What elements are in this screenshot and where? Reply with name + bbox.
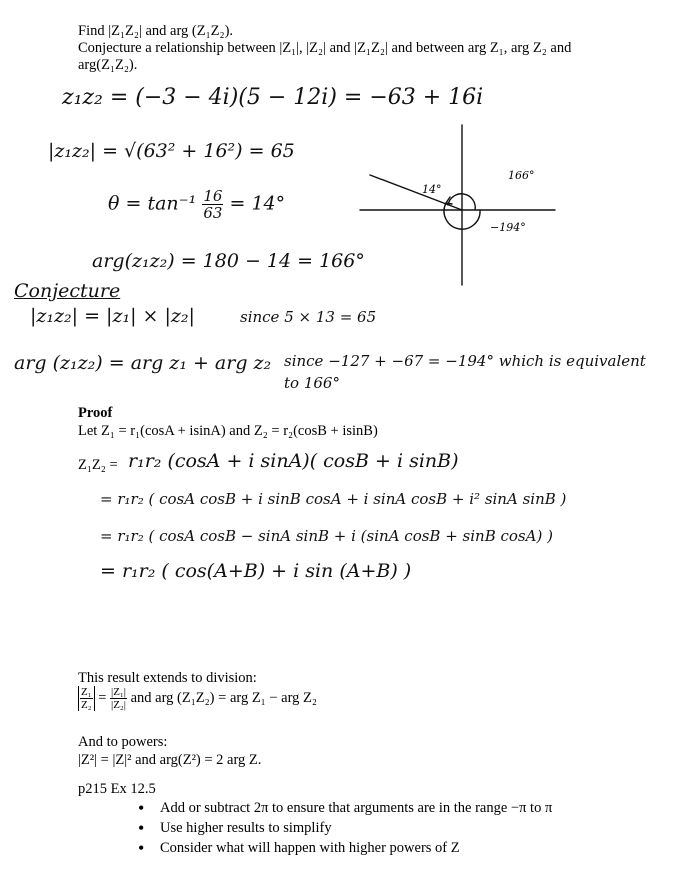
question-line-3: arg(Z₁Z₂).	[78, 57, 138, 73]
proof-let: Let Z₁ = r₁(cosA + isinA) and Z₂ = r₂(cosB + isinB)	[78, 423, 378, 439]
division-rhs-fraction	[110, 686, 127, 711]
question-line-2: Conjecture a relationship between |Z₁|, |Z₂| and |Z₁Z₂| and between arg Z₁, arg Z₂ and	[78, 40, 572, 56]
working-arg-result: arg(z₁z₂) = 180 − 14 = 166°	[92, 250, 365, 272]
diagram-label-neg194: −194°	[490, 221, 526, 234]
exercise-ref: p215 Ex 12.5	[78, 781, 156, 797]
working-theta	[108, 188, 285, 221]
division-lhs-den: Z₂	[81, 699, 92, 711]
division-lhs-fraction	[80, 686, 93, 711]
theta-rhs: = 14°	[229, 192, 286, 215]
proof-line-3: = r₁r₂ ( cosA cosB − sinA sinB + i (sinA cosB + sinB cosA) )	[100, 527, 553, 545]
conjecture-modulus-rule: |z₁z₂| = |z₁| × |z₂|	[30, 305, 195, 327]
exercise-bullets	[130, 798, 552, 858]
division-rhs-den: |Z₂|	[111, 699, 126, 711]
conjecture-arg-reason-2: to 166°	[284, 374, 340, 392]
diagram-label-166: 166°	[508, 169, 535, 182]
division-rest: and arg (Z₁Z₂) = arg Z₁ − arg Z₂	[130, 689, 317, 706]
proof-line-2: = r₁r₂ ( cosA cosB + i sinB cosA + i sinA cosB + i² sinA sinB )	[100, 490, 567, 508]
division-rhs-num: |Z₁|	[111, 686, 126, 698]
theta-lhs: θ = tan⁻¹	[108, 192, 197, 215]
proof-line-4: = r₁r₂ ( cos(A+B) + i sin (A+B) )	[100, 560, 412, 582]
powers-rule: |Z²| = |Z|² and arg(Z²) = 2 arg Z.	[78, 752, 262, 768]
proof-line-1-label: Z₁Z₂ =	[78, 457, 118, 473]
exercise-bullet-2: • Use higher results to simplify	[130, 818, 552, 838]
powers-intro: And to powers:	[78, 734, 168, 750]
conjecture-arg-reason: since −127 + −67 = −194° which is equivalent	[284, 352, 646, 370]
theta-numerator: 16	[203, 187, 223, 205]
theta-denominator: 63	[203, 204, 223, 222]
diagram-label-14: 14°	[422, 183, 442, 196]
proof-heading: Proof	[78, 405, 113, 421]
division-eq: =	[98, 689, 107, 706]
division-rule	[78, 686, 317, 711]
working-product: z₁z₂ = (−3 − 4i)(5 − 12i) = −63 + 16i	[62, 85, 484, 110]
question-line-1: Find |Z₁Z₂| and arg (Z₁Z₂).	[78, 23, 234, 39]
division-intro: This result extends to division:	[78, 670, 257, 686]
division-lhs-abs	[78, 686, 95, 711]
conjecture-arg-rule: arg (z₁z₂) = arg z₁ + arg z₂	[14, 352, 272, 374]
conjecture-heading: Conjecture	[14, 280, 121, 302]
exercise-bullet-3: • Consider what will happen with higher powers of Z	[130, 838, 552, 858]
working-modulus: |z₁z₂| = √(63² + 16²) = 65	[48, 140, 295, 162]
theta-fraction	[202, 188, 223, 221]
proof-line-1: r₁r₂ (cosA + i sinA)( cosB + i sinB)	[128, 450, 459, 472]
exercise-bullet-1: • Add or subtract 2π to ensure that arguments are in the range −π to π	[130, 798, 552, 818]
argand-diagram	[360, 125, 560, 285]
division-lhs-num: Z₁	[81, 686, 92, 698]
conjecture-modulus-reason: since 5 × 13 = 65	[240, 308, 377, 326]
